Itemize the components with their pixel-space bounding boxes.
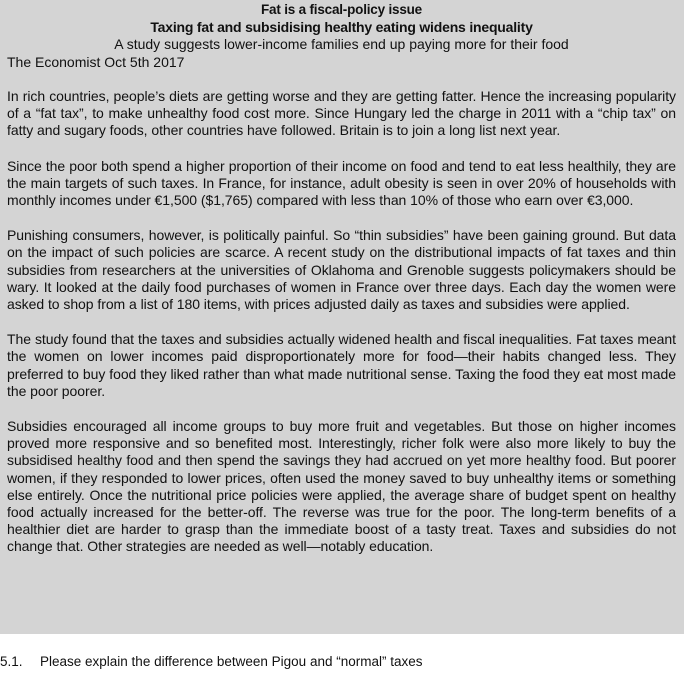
article-paragraph-1: In rich countries, people’s diets are getting worse and they are getting fatter. Hence the increasing popularity of a “fat tax”, to make unhealthy food cost more. Since Hungary led the charge in 2011 with a “chip tax” on fatty and sugary foods, other countries have followed. Britain is to join a long list next year. [7, 88, 676, 139]
article-paragraph-3: Punishing consumers, however, is politically painful. So “thin subsidies” have been gaining ground. But data on the impact of such policies are scarce. A recent study on the distributional impacts of fat taxes and thin subsidies from researchers at the universities of Oklahoma and Grenoble suggests policymakers should be wary. It looked at the daily food purchases of women in France over three days. Each day the women were asked to shop from a list of 180 items, with prices adjusted daily as taxes and subsidies were applied. [7, 227, 676, 313]
article-paragraph-4: The study found that the taxes and subsidies actually widened health and fiscal inequalities. Fat taxes meant the women on lower incomes paid disproportionately more for food—their habits changed less. They preferred to buy food they liked rather than what made nutritional sense. Taxing the food they eat most made the poor poorer. [7, 331, 676, 399]
question [0, 653, 423, 670]
article-paragraph-2: Since the poor both spend a higher proportion of their income on food and tend to eat less healthily, they are the main targets of such taxes. In France, for instance, adult obesity is seen in over 20% of households with monthly incomes under €1,500 ($1,765) compared with less than 10% of those who earn over €3,000. [7, 157, 676, 209]
article-source: The Economist Oct 5th 2017 [7, 54, 185, 70]
article-kicker: Fat is a fiscal-policy issue [261, 2, 422, 17]
article-subheadline: A study suggests lower-income families end up paying more for their food [114, 36, 569, 52]
article-paragraph-5: Subsidies encouraged all income groups to buy more fruit and vegetables. But those on higher incomes proved more responsive and so benefited most. Interestingly, richer folk were also more likely to buy the subsidised healthy food and then spend the savings they had accrued on yet more healthy food. But poorer women, if they responded to lower prices, often used the money saved to buy unhealthy items or something else entirely. Once the nutritional price policies were applied, the average share of budget spent on healthy food actually increased for the better-off. The reverse was true for the poor. The long-term benefits of a healthier diet are harder to grasp than the immediate boost of a tasty treat. Taxes and subsidies do not change that. Other strategies are needed as well—notably education. [7, 418, 676, 555]
question-number: 5.1. [0, 654, 23, 669]
question-text: Please explain the difference between Pigou and “normal” taxes [40, 654, 423, 669]
article-headline: Taxing fat and subsidising healthy eating widens inequality [150, 19, 533, 35]
